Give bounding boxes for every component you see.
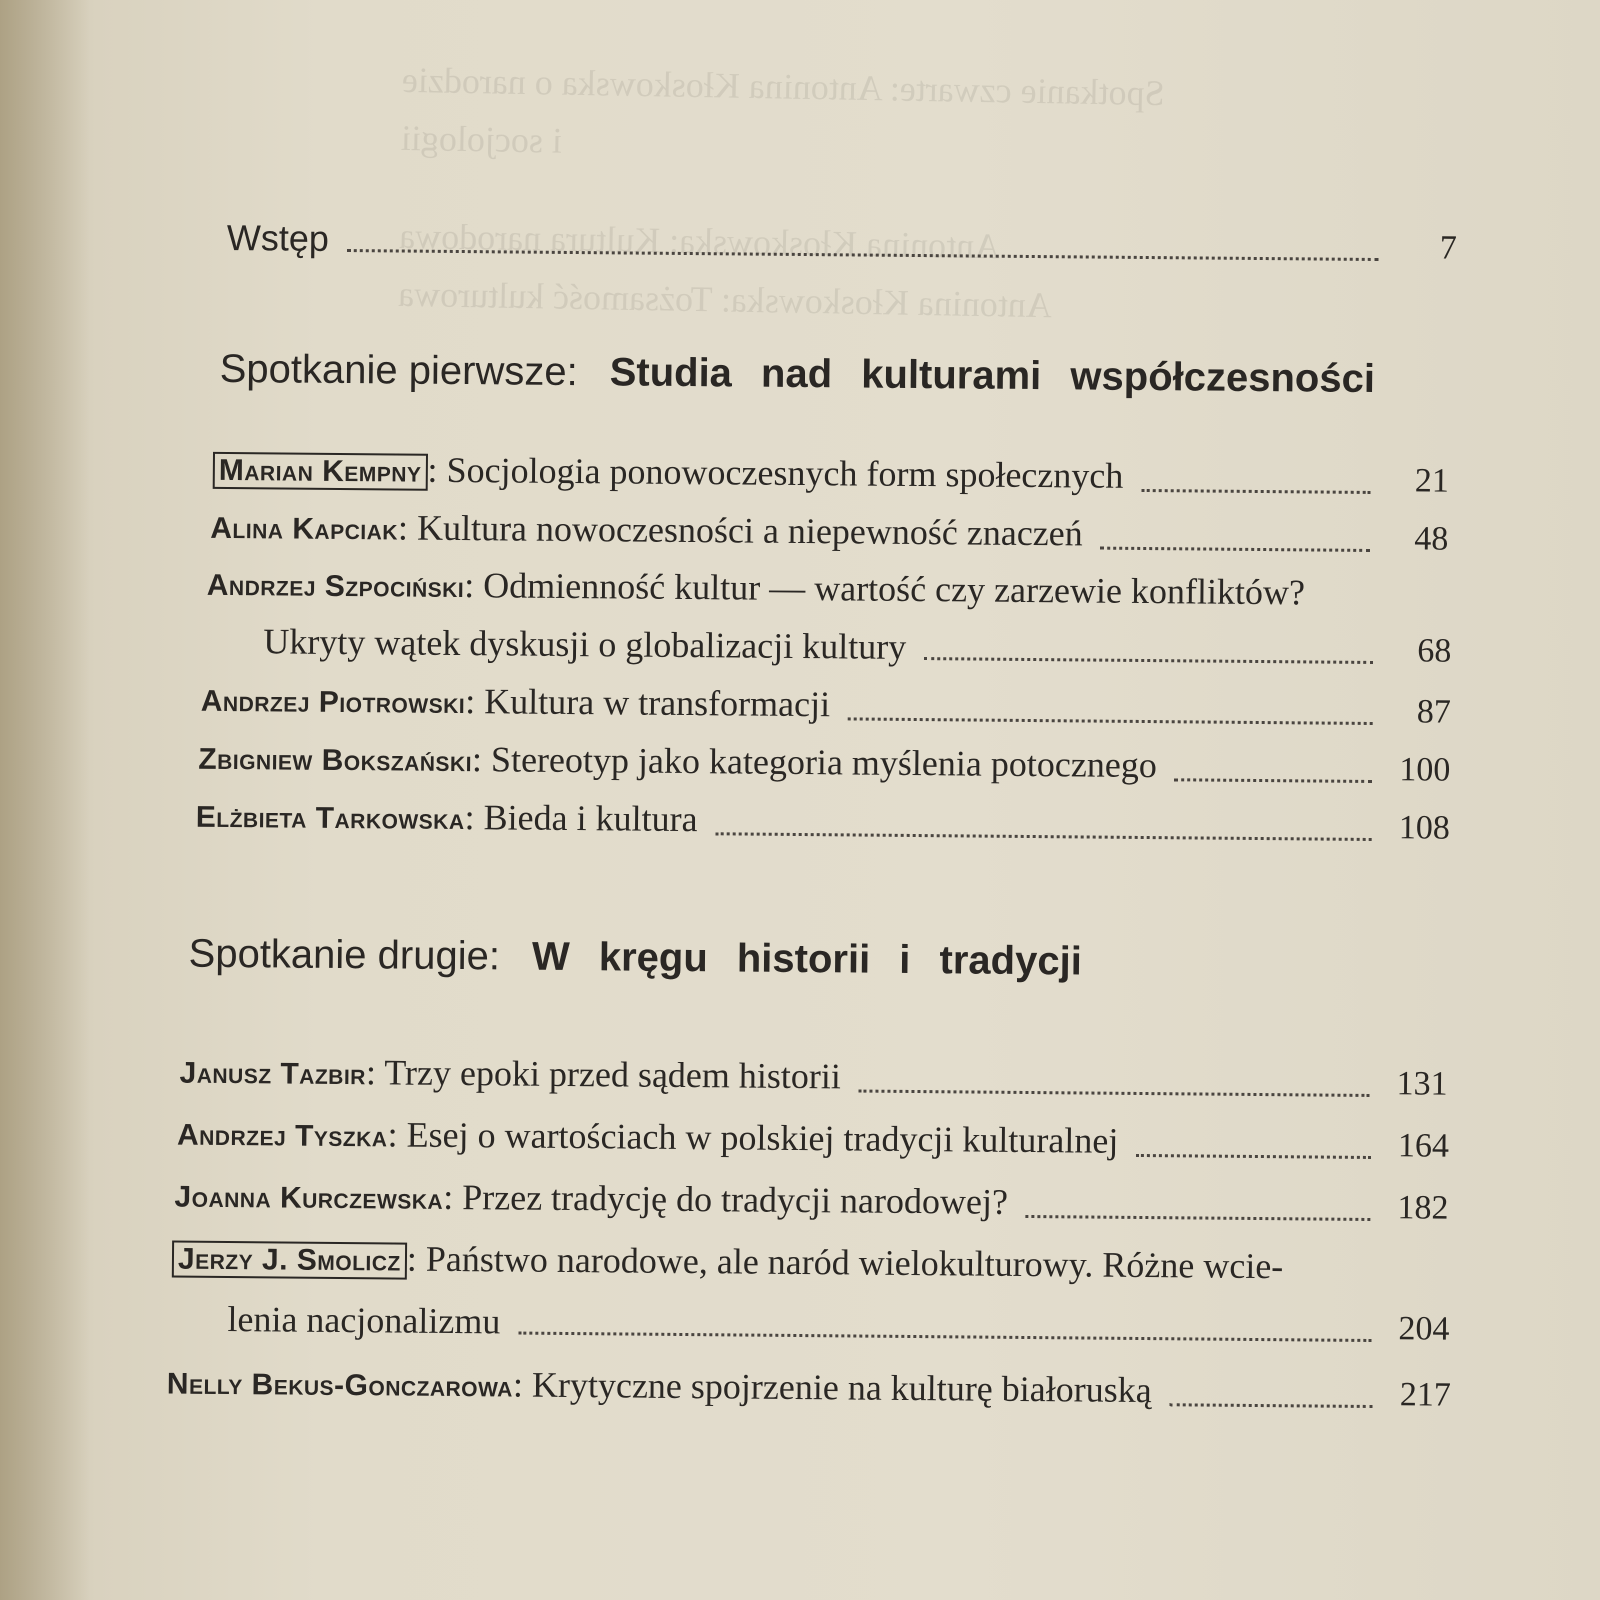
page-number: 100 — [1399, 751, 1451, 789]
toc-entry[interactable] — [196, 794, 1450, 850]
entry-text: Alina Kapciak: Kultura nowoczesności a niepewność znaczeń — [210, 507, 1083, 554]
entry-title: Stereotyp jako kategoria myślenia potocznego — [490, 739, 1157, 786]
bleed-line: Spotkanie czwarte: Antonina Kłoskowska o narodzie — [401, 59, 1165, 114]
toc-entry[interactable] — [201, 678, 1451, 734]
entry-title: Esej o wartościach w polskiej tradycji kulturalnej — [406, 1114, 1119, 1161]
entry-title-continued: Ukryty wątek dyskusji o globalizacji kultury — [263, 621, 907, 667]
section-heading-2 — [188, 930, 1082, 986]
section-label: Spotkanie drugie: — [188, 931, 501, 979]
toc-entry-intro[interactable] — [227, 217, 1457, 270]
entry-title: Krytyczne spojrzenie na kulturę białoruską — [531, 1364, 1152, 1411]
entry-title: Bieda i kultura — [483, 797, 698, 840]
page-number: 217 — [1399, 1376, 1451, 1414]
author-name: Nelly Bekus-Gonczarowa — [166, 1367, 514, 1404]
dot-leader — [1175, 778, 1373, 783]
entry-title: Odmienność kultur — wartość czy zarzewie konfliktów? — [483, 565, 1306, 613]
section-title: W kręgu historii i tradycji — [531, 934, 1082, 984]
page-number: 204 — [1398, 1310, 1450, 1348]
entry-title: Państwo narodowe, ale naród wielokulturowy. Różne wcie- — [425, 1238, 1284, 1287]
bleed-line: Antonina Kłoskowska: Kultura narodowa — [398, 215, 1001, 267]
dot-leader — [1136, 1154, 1371, 1159]
section-label: Spotkanie pierwsze: — [219, 346, 578, 395]
toc-entry[interactable] — [210, 505, 1448, 561]
entry-title: Trzy epoki przed sądem historii — [384, 1052, 842, 1097]
author-name: Marian Kempny — [213, 452, 428, 491]
author-name: Janusz Tazbir — [179, 1056, 367, 1092]
entry-text: Andrzej Tyszka: Esej o wartościach w polskiej tradycji kulturalnej — [176, 1114, 1119, 1161]
toc-entry[interactable] — [179, 1050, 1447, 1106]
toc-entry[interactable] — [177, 1112, 1449, 1168]
dot-leader — [715, 832, 1371, 841]
toc-entry-line1[interactable] — [207, 562, 1305, 617]
page-number: 164 — [1397, 1127, 1450, 1165]
page-number: 7 — [1439, 229, 1458, 267]
dot-leader — [1141, 489, 1371, 494]
author-name: Andrzej Piotrowski — [200, 684, 466, 721]
entry-text: Jerzy J. Smolicz : Państwo narodowe, ale naród wielokulturowy. Różne wcie- — [172, 1236, 1284, 1291]
entry-title: Kultura nowoczesności a niepewność znaczeń — [416, 507, 1083, 554]
dot-leader — [1170, 1403, 1373, 1408]
dot-leader — [859, 1090, 1370, 1097]
toc-entry[interactable] — [167, 1360, 1451, 1416]
entry-text: Zbigniew Bokszański: Stereotyp jako kategoria myślenia potocznego — [198, 739, 1157, 786]
entry-title: Wstęp — [226, 216, 330, 259]
page-number: 68 — [1417, 632, 1452, 670]
entry-title-continued: lenia nacjonalizmu — [227, 1299, 501, 1342]
author-name: Andrzej Tyszka — [176, 1118, 388, 1154]
author-name: Jerzy J. Smolicz — [172, 1241, 407, 1280]
entry-title: Socjologia ponowoczesnych form społecznych — [446, 449, 1124, 496]
section-title: Studia nad kulturami współczesności — [609, 350, 1376, 402]
dot-leader — [924, 657, 1373, 664]
dot-leader — [518, 1332, 1371, 1342]
toc-entry[interactable] — [213, 447, 1449, 503]
toc-entry-continuation[interactable] — [227, 1298, 1449, 1351]
author-name: Elżbieta Tarkowska — [195, 800, 465, 837]
author-name: Joanna Kurczewska — [174, 1180, 444, 1216]
entry-text: Marian Kempny : Socjologia ponowoczesnych form społecznych — [213, 447, 1124, 500]
page-number: 131 — [1396, 1065, 1448, 1103]
page-number: 108 — [1398, 809, 1450, 847]
page-number: 87 — [1416, 693, 1451, 731]
entry-text: Nelly Bekus-Gonczarowa: Krytyczne spojrzenie na kulturę białoruską — [166, 1364, 1152, 1411]
entry-text: Andrzej Piotrowski: Kultura w transformacji — [200, 681, 831, 725]
entry-title: Kultura w transformacji — [484, 681, 831, 725]
dot-leader — [347, 249, 1379, 261]
dot-leader — [1101, 547, 1371, 552]
toc-entry[interactable] — [174, 1174, 1448, 1230]
entry-text: Elżbieta Tarkowska: Bieda i kultura — [195, 797, 698, 840]
page-number: 48 — [1414, 520, 1449, 558]
toc-entry-continuation[interactable] — [263, 620, 1451, 672]
dot-leader — [1026, 1215, 1371, 1221]
entry-title: Przez tradycję do tradycji narodowej? — [462, 1177, 1009, 1222]
toc-entry-line1[interactable] — [172, 1236, 1284, 1291]
dot-leader — [848, 717, 1373, 725]
entry-text: Janusz Tazbir: Trzy epoki przed sądem historii — [179, 1052, 842, 1097]
section-heading-1 — [220, 345, 1376, 403]
page-number: 21 — [1414, 462, 1449, 500]
author-name: Zbigniew Bokszański — [198, 742, 473, 779]
author-name: Andrzej Szpociński — [206, 568, 465, 605]
bleed-line: Antonina Kłoskowska: Tożsamość kulturowa — [397, 273, 1053, 326]
bleed-line: i socjologii — [400, 117, 563, 161]
entry-text: Joanna Kurczewska: Przez tradycję do tradycji narodowej? — [174, 1176, 1009, 1222]
page-number: 182 — [1397, 1189, 1449, 1227]
entry-text: Andrzej Szpociński: Odmienność kultur — wartość czy zarzewie konfliktów? — [206, 565, 1306, 613]
toc-entry[interactable] — [198, 736, 1450, 792]
author-name: Alina Kapciak — [210, 511, 399, 547]
